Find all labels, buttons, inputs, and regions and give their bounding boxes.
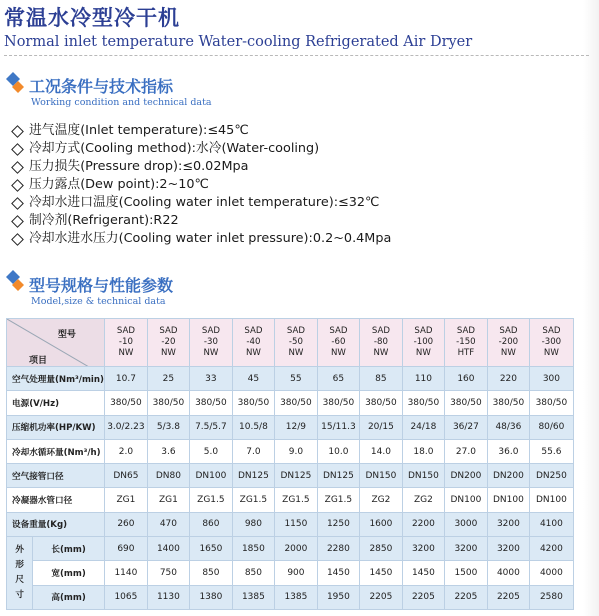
dimensions-group-char: 尺 xyxy=(15,575,24,586)
table-row xyxy=(7,512,574,536)
table-cell: 27.0 xyxy=(444,439,487,463)
model-header: SAD -40 NW xyxy=(232,319,274,367)
table-cell: 380/50 xyxy=(189,391,232,415)
table-cell: 1150 xyxy=(274,512,317,536)
table-cell: 3200 xyxy=(487,537,529,561)
diamond-section-icon xyxy=(4,70,26,96)
table-cell: 33 xyxy=(189,367,232,391)
bullet-diamond-icon xyxy=(11,143,24,156)
table-cell: 1850 xyxy=(232,537,274,561)
section-working-subtitle: Working condition and technical data xyxy=(31,97,212,108)
table-cell: 24/18 xyxy=(402,415,444,439)
table-cell: 980 xyxy=(232,512,274,536)
model-header: SAD -150 HTF xyxy=(444,319,487,367)
table-cell: 36/27 xyxy=(444,415,487,439)
page-title: 常温水冷型冷干机 xyxy=(4,6,180,30)
table-row xyxy=(7,391,574,415)
table-cell: 4000 xyxy=(529,561,573,585)
table-cell: 80/60 xyxy=(529,415,573,439)
table-cell: 1500 xyxy=(444,561,487,585)
bullet-diamond-icon xyxy=(11,197,24,210)
spec-item: 压力损失(Pressure drop):≤0.02Mpa xyxy=(11,158,391,176)
row-label: 冷凝器水管口径 xyxy=(7,488,105,512)
table-cell: DN100 xyxy=(529,488,573,512)
table-cell: 1065 xyxy=(104,585,147,609)
table-cell: 2280 xyxy=(317,537,359,561)
table-cell: 1130 xyxy=(147,585,189,609)
table-cell: DN200 xyxy=(444,464,487,488)
table-cell: 55.6 xyxy=(529,439,573,463)
model-header: SAD -30 NW xyxy=(189,319,232,367)
table-cell: 7.5/5.7 xyxy=(189,415,232,439)
table-cell: 14.0 xyxy=(359,439,402,463)
table-cell: 380/50 xyxy=(444,391,487,415)
table-cell: 1385 xyxy=(274,585,317,609)
row-label: 高(mm) xyxy=(33,585,105,609)
corner-item-label: 项目 xyxy=(29,356,48,366)
spec-item: 制冷剂(Refrigerant):R22 xyxy=(11,212,391,230)
table-cell: ZG1.5 xyxy=(317,488,359,512)
table-row xyxy=(7,367,574,391)
table-cell: DN200 xyxy=(487,464,529,488)
row-label: 电源(V/Hz) xyxy=(7,391,105,415)
table-cell: 12/9 xyxy=(274,415,317,439)
table-cell: 1380 xyxy=(189,585,232,609)
dimensions-group-label xyxy=(7,537,33,610)
table-row xyxy=(7,464,574,488)
table-cell: 4000 xyxy=(487,561,529,585)
model-header: SAD -80 NW xyxy=(359,319,402,367)
bullet-diamond-icon xyxy=(11,215,24,228)
table-cell: 2.0 xyxy=(104,439,147,463)
table-cell: 65 xyxy=(317,367,359,391)
table-cell: 2205 xyxy=(402,585,444,609)
row-label: 设备重量(Kg) xyxy=(7,512,105,536)
dimensions-group-char: 形 xyxy=(15,560,24,571)
table-cell: 380/50 xyxy=(402,391,444,415)
table-cell: 380/50 xyxy=(359,391,402,415)
section-working-title: 工况条件与技术指标 xyxy=(29,77,174,96)
table-cell: 10.5/8 xyxy=(232,415,274,439)
spec-item: 冷却水进水压力(Cooling water inlet pressure):0.2~0.4Mpa xyxy=(11,230,391,248)
table-cell: 690 xyxy=(104,537,147,561)
table-cell: 380/50 xyxy=(232,391,274,415)
model-header: SAD -10 NW xyxy=(104,319,147,367)
table-cell: 3000 xyxy=(444,512,487,536)
table-cell: 3.6 xyxy=(147,439,189,463)
table-cell: 10.7 xyxy=(104,367,147,391)
table-cell: DN150 xyxy=(359,464,402,488)
row-label: 冷却水循环量(Nm³/h) xyxy=(7,439,105,463)
table-row xyxy=(7,439,574,463)
table-cell: 1450 xyxy=(317,561,359,585)
page-subtitle: Normal inlet temperature Water-cooling Refrigerated Air Dryer xyxy=(4,34,473,50)
table-cell: ZG2 xyxy=(359,488,402,512)
row-label: 长(mm) xyxy=(33,537,105,561)
table-cell: 2850 xyxy=(359,537,402,561)
spec-item: 进气温度(Inlet temperature):≤45℃ xyxy=(11,122,391,140)
model-header: SAD -50 NW xyxy=(274,319,317,367)
table-cell: 36.0 xyxy=(487,439,529,463)
model-header: SAD -60 NW xyxy=(317,319,359,367)
table-cell: 15/11.3 xyxy=(317,415,359,439)
page-edge-strip xyxy=(583,0,599,616)
table-cell: 3.0/2.23 xyxy=(104,415,147,439)
table-cell: 1140 xyxy=(104,561,147,585)
table-cell: 2205 xyxy=(444,585,487,609)
table-cell: 300 xyxy=(529,367,573,391)
table-cell: 1400 xyxy=(147,537,189,561)
corner-model-label: 型号 xyxy=(57,330,76,340)
diamond-section-icon xyxy=(4,268,26,294)
table-cell: 5.0 xyxy=(189,439,232,463)
table-cell: 110 xyxy=(402,367,444,391)
model-header: SAD -300 NW xyxy=(529,319,573,367)
table-row xyxy=(7,537,574,561)
row-label: 宽(mm) xyxy=(33,561,105,585)
section-model-subtitle: Model,size & technical data xyxy=(31,296,166,307)
table-corner-cell xyxy=(7,319,105,367)
table-cell: DN100 xyxy=(189,464,232,488)
table-cell: 3200 xyxy=(402,537,444,561)
spec-table xyxy=(6,318,574,610)
table-cell: 850 xyxy=(232,561,274,585)
table-cell: 380/50 xyxy=(529,391,573,415)
table-cell: 860 xyxy=(189,512,232,536)
row-label: 压缩机功率(HP/KW) xyxy=(7,415,105,439)
table-cell: ZG1.5 xyxy=(232,488,274,512)
table-cell: DN150 xyxy=(402,464,444,488)
table-cell: 220 xyxy=(487,367,529,391)
table-cell: ZG2 xyxy=(402,488,444,512)
table-cell: 2205 xyxy=(487,585,529,609)
model-header: SAD -20 NW xyxy=(147,319,189,367)
table-cell: 380/50 xyxy=(274,391,317,415)
table-row xyxy=(7,585,574,609)
table-cell: 380/50 xyxy=(147,391,189,415)
table-cell: 380/50 xyxy=(317,391,359,415)
table-cell: DN125 xyxy=(274,464,317,488)
table-row xyxy=(7,561,574,585)
spec-list xyxy=(11,122,391,248)
table-cell: 900 xyxy=(274,561,317,585)
table-cell: ZG1.5 xyxy=(189,488,232,512)
table-cell: DN100 xyxy=(487,488,529,512)
table-cell: 25 xyxy=(147,367,189,391)
table-cell: DN125 xyxy=(232,464,274,488)
table-cell: 470 xyxy=(147,512,189,536)
table-cell: 9.0 xyxy=(274,439,317,463)
table-cell: 1450 xyxy=(359,561,402,585)
table-cell: ZG1 xyxy=(147,488,189,512)
table-cell: ZG1 xyxy=(104,488,147,512)
table-cell: 1650 xyxy=(189,537,232,561)
row-label: 空气接管口径 xyxy=(7,464,105,488)
bullet-diamond-icon xyxy=(11,179,24,192)
model-header: SAD -100 NW xyxy=(402,319,444,367)
row-label: 空气处理量(Nm³/min) xyxy=(7,367,105,391)
table-cell: 1450 xyxy=(402,561,444,585)
dimensions-group-char: 外 xyxy=(15,545,24,556)
table-cell: 55 xyxy=(274,367,317,391)
section-model-title: 型号规格与性能参数 xyxy=(29,276,174,295)
dimensions-group-char: 寸 xyxy=(15,590,24,601)
table-cell: DN80 xyxy=(147,464,189,488)
table-cell: 2580 xyxy=(529,585,573,609)
table-cell: DN65 xyxy=(104,464,147,488)
table-cell: 1385 xyxy=(232,585,274,609)
table-cell: 2000 xyxy=(274,537,317,561)
table-cell: 2205 xyxy=(359,585,402,609)
table-cell: DN100 xyxy=(444,488,487,512)
table-cell: 45 xyxy=(232,367,274,391)
bullet-diamond-icon xyxy=(11,125,24,138)
table-cell: 85 xyxy=(359,367,402,391)
table-cell: 380/50 xyxy=(487,391,529,415)
table-row xyxy=(7,415,574,439)
table-cell: 260 xyxy=(104,512,147,536)
table-cell: 20/15 xyxy=(359,415,402,439)
table-cell: 750 xyxy=(147,561,189,585)
table-cell: 1600 xyxy=(359,512,402,536)
table-cell: 7.0 xyxy=(232,439,274,463)
table-cell: 48/36 xyxy=(487,415,529,439)
spec-item: 冷却方式(Cooling method):水冷(Water-cooling) xyxy=(11,140,391,158)
corner-diagonal-line xyxy=(7,319,89,367)
table-cell: 3200 xyxy=(444,537,487,561)
bullet-diamond-icon xyxy=(11,161,24,174)
table-cell: 1250 xyxy=(317,512,359,536)
table-cell: 380/50 xyxy=(104,391,147,415)
table-cell: 4200 xyxy=(529,537,573,561)
table-cell: ZG1.5 xyxy=(274,488,317,512)
table-cell: 2200 xyxy=(402,512,444,536)
table-header-row xyxy=(7,319,574,367)
table-cell: 160 xyxy=(444,367,487,391)
bullet-diamond-icon xyxy=(11,233,24,246)
title-divider xyxy=(4,55,589,56)
model-header: SAD -200 NW xyxy=(487,319,529,367)
table-cell: DN250 xyxy=(529,464,573,488)
table-cell: 850 xyxy=(189,561,232,585)
table-cell: 18.0 xyxy=(402,439,444,463)
spec-item: 压力露点(Dew point):2~10℃ xyxy=(11,176,391,194)
table-cell: 4100 xyxy=(529,512,573,536)
spec-item: 冷却水进口温度(Cooling water inlet temperature):≤32℃ xyxy=(11,194,391,212)
table-cell: 3200 xyxy=(487,512,529,536)
table-cell: DN125 xyxy=(317,464,359,488)
table-cell: 5/3.8 xyxy=(147,415,189,439)
table-row xyxy=(7,488,574,512)
table-cell: 10.0 xyxy=(317,439,359,463)
table-cell: 1950 xyxy=(317,585,359,609)
